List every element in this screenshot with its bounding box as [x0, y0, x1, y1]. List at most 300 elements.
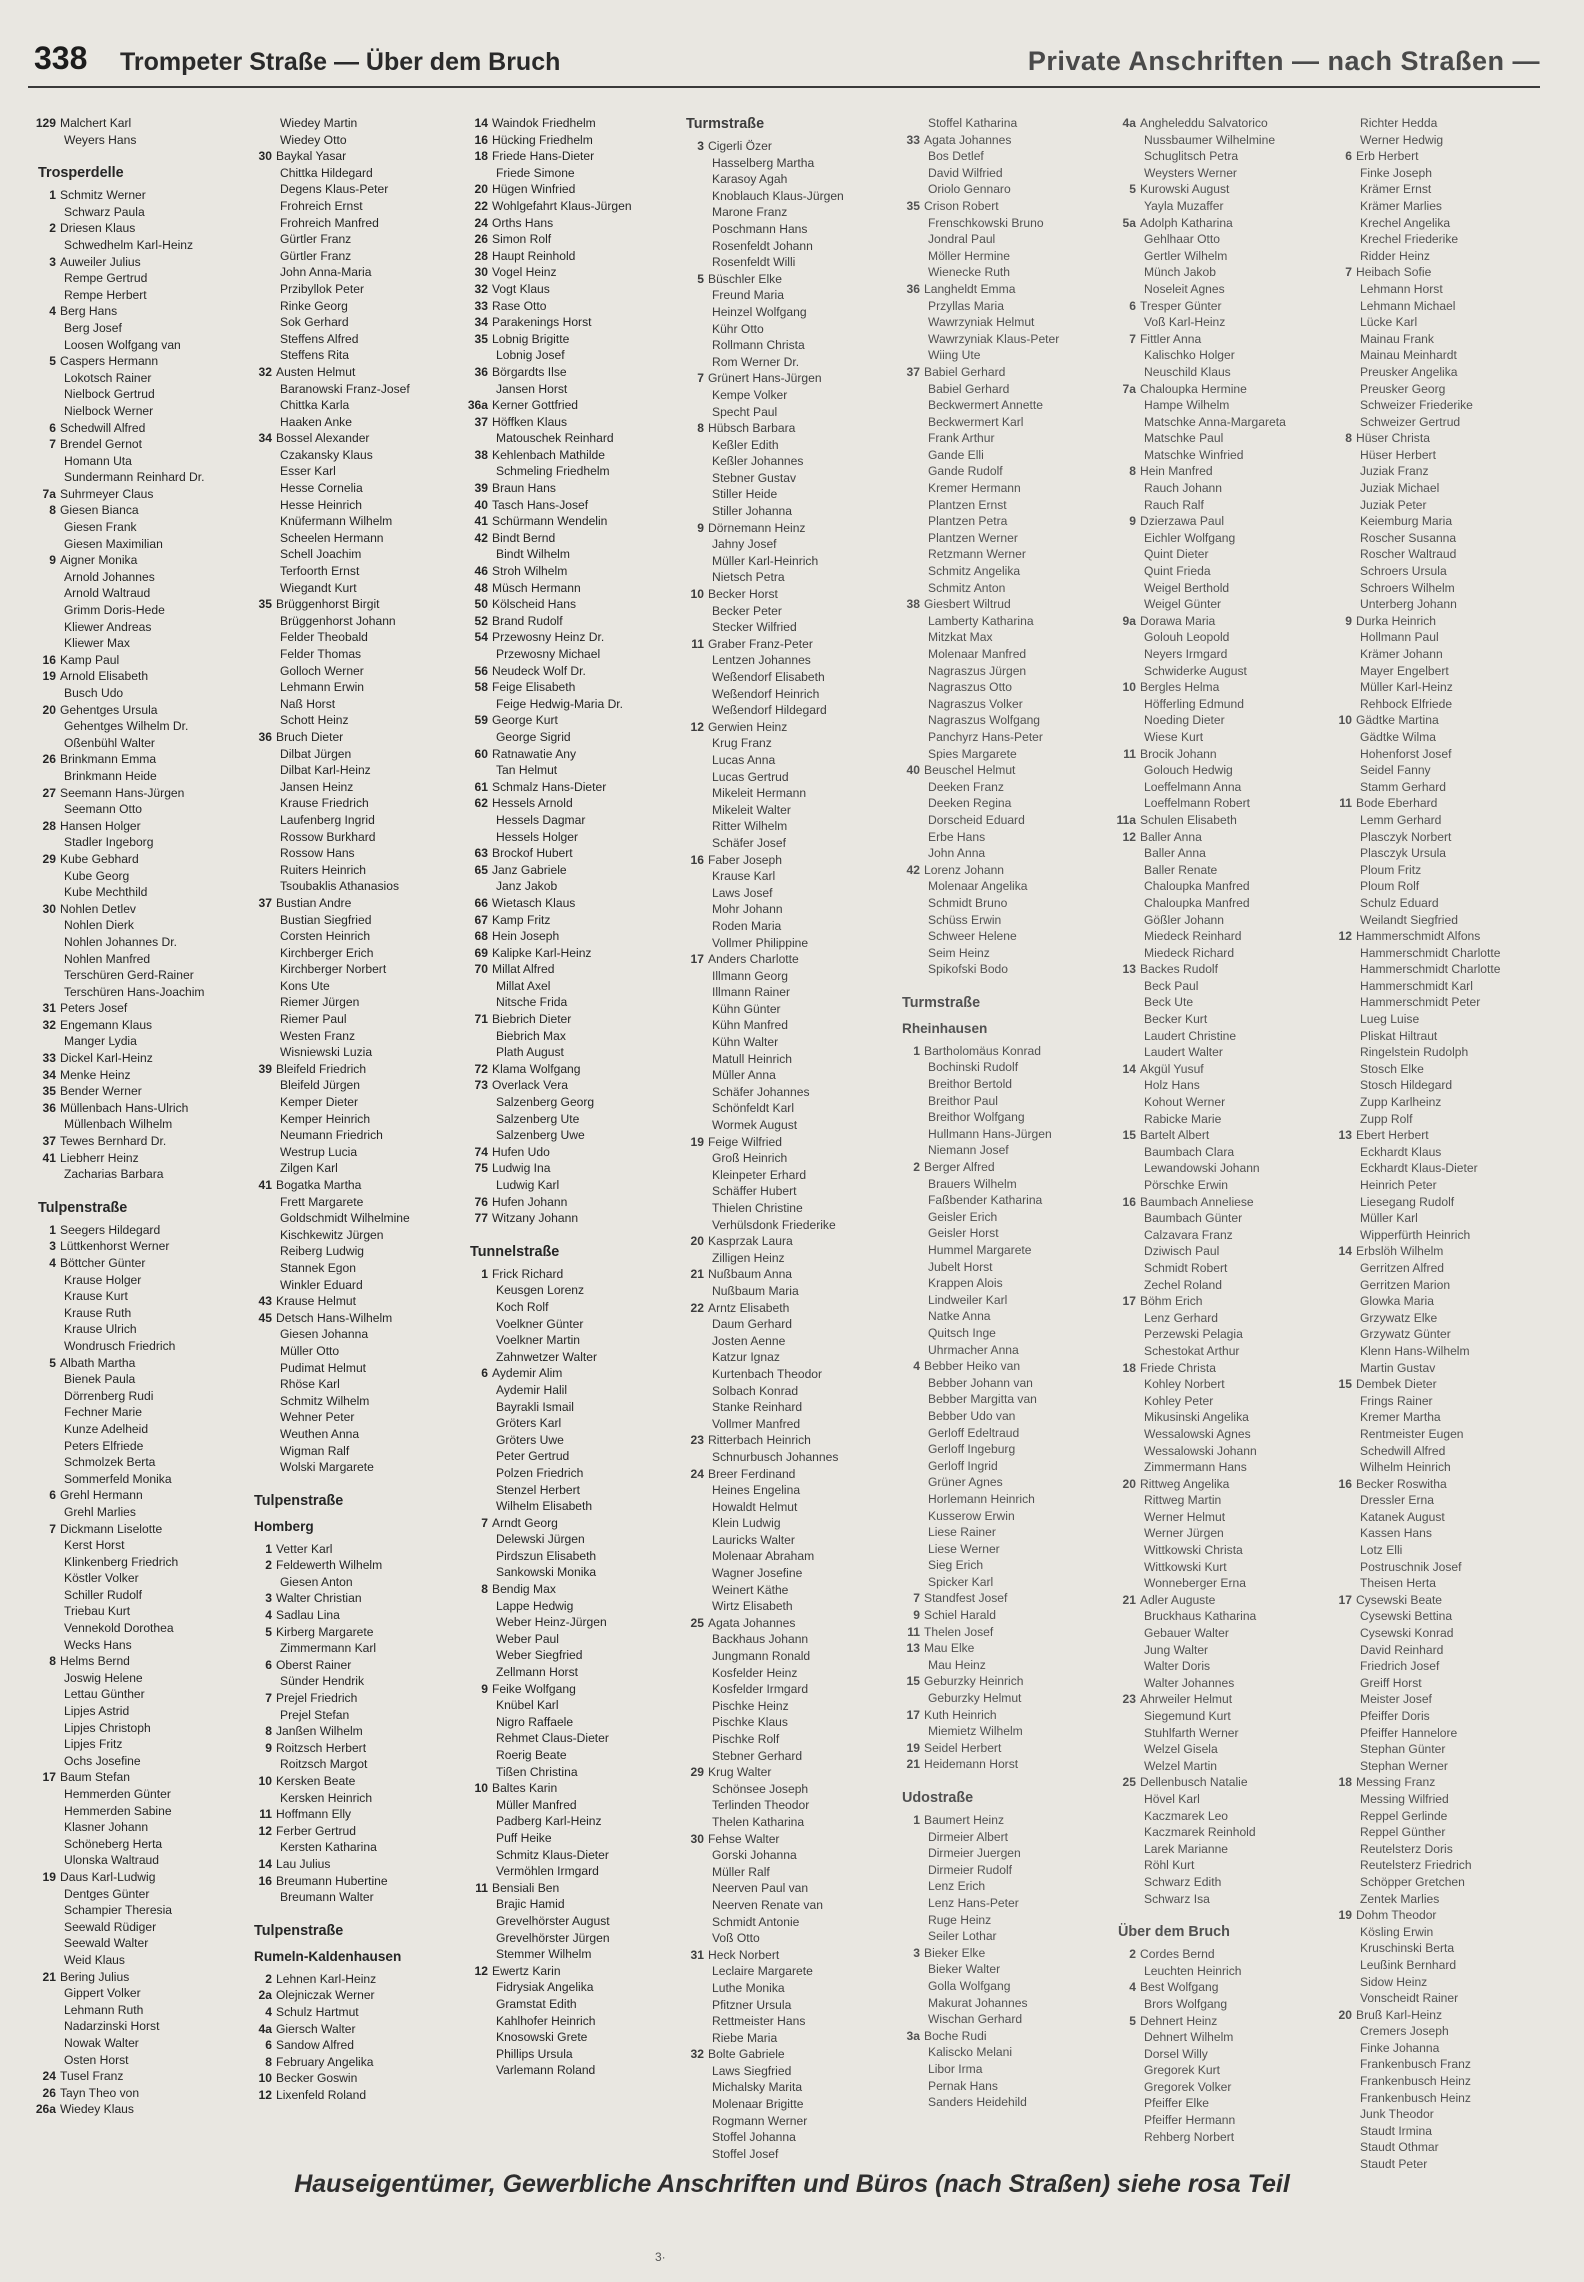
resident-name: Heibach Sofie	[1356, 265, 1432, 280]
house-number	[466, 978, 492, 995]
resident-entry	[250, 812, 466, 829]
resident-name: Schüss Erwin	[928, 912, 1002, 927]
house-number	[34, 1166, 60, 1183]
resident-name: Gerloff Ingrid	[928, 1458, 998, 1473]
resident-entry	[250, 1243, 466, 1260]
resident-name: Fidrysiak Angelika	[496, 1980, 594, 1995]
house-number	[1114, 1426, 1140, 1443]
resident-entry	[34, 685, 250, 702]
resident-entry	[682, 1449, 898, 1466]
resident-name: Kusserow Erwin	[928, 1508, 1015, 1523]
resident-entry	[898, 912, 1114, 929]
resident-entry	[34, 1033, 250, 1050]
house-number	[466, 1813, 492, 1830]
house-number: 71	[474, 1012, 488, 1027]
resident-name: Wessalowski Agnes	[1144, 1426, 1251, 1441]
resident-name: Millat Axel	[496, 978, 551, 993]
resident-entry	[1114, 181, 1330, 198]
house-number	[1330, 779, 1356, 796]
house-number	[1330, 1443, 1356, 1460]
resident-name: Lehnen Karl-Heinz	[276, 1971, 377, 1986]
resident-name: Zupp Karlheinz	[1360, 1095, 1442, 1110]
house-number	[682, 337, 708, 354]
resident-name: Molenaar Brigitte	[712, 2097, 804, 2112]
resident-entry	[682, 2096, 898, 2113]
house-number	[682, 2063, 708, 2080]
resident-entry	[466, 331, 682, 348]
resident-entry	[250, 596, 466, 613]
resident-entry	[34, 1321, 250, 1338]
resident-entry	[34, 187, 250, 204]
house-number: 16	[474, 132, 488, 147]
resident-name: Golloch Werner	[280, 663, 364, 678]
resident-name: Pischke Rolf	[712, 1732, 780, 1746]
resident-entry	[898, 248, 1114, 265]
resident-name: Wiedey Martin	[280, 116, 358, 130]
house-number: 52	[474, 613, 488, 628]
house-number	[250, 1277, 276, 1294]
resident-name: Stroh Wilhelm	[492, 564, 568, 579]
house-number	[34, 1033, 60, 1050]
resident-entry	[34, 1686, 250, 1703]
resident-name: Messing Wilfried	[1360, 1791, 1449, 1806]
house-number	[682, 1200, 708, 1217]
resident-entry	[682, 1117, 898, 1134]
resident-entry	[250, 613, 466, 630]
resident-name: Böhm Erich	[1140, 1294, 1203, 1309]
resident-name: Bartelt Albert	[1140, 1128, 1210, 1143]
resident-name: Ruge Heinz	[928, 1912, 992, 1927]
house-number	[34, 287, 60, 304]
house-number: 6	[49, 1488, 56, 1503]
resident-name: Kunze Adelheid	[64, 1421, 149, 1436]
resident-entry	[898, 281, 1114, 298]
resident-name: Mau Elke	[924, 1641, 975, 1656]
house-number: 12	[258, 2087, 272, 2102]
house-number	[898, 115, 924, 132]
resident-entry	[1330, 1758, 1546, 1775]
house-number	[1114, 1642, 1140, 1659]
resident-entry	[1330, 447, 1546, 464]
resident-entry	[1330, 1791, 1546, 1808]
resident-entry	[466, 1028, 682, 1045]
resident-entry	[1330, 1293, 1546, 1310]
house-number	[682, 1217, 708, 1234]
house-number: 34	[474, 315, 488, 330]
house-number	[34, 619, 60, 636]
house-number	[1114, 596, 1140, 613]
resident-entry	[682, 1880, 898, 1897]
resident-name: Matschke Paul	[1144, 431, 1224, 446]
house-number	[250, 862, 276, 879]
resident-entry	[898, 1358, 1114, 1375]
resident-name: Kirberg Margarete	[276, 1624, 374, 1639]
resident-name: Janßen Wilhelm	[276, 1724, 363, 1739]
resident-entry	[34, 486, 250, 503]
house-number	[34, 967, 60, 984]
resident-entry	[898, 1607, 1114, 1624]
resident-name: Weber Heinz-Jürgen	[496, 1615, 607, 1630]
resident-name: Grehl Hermann	[60, 1488, 143, 1503]
resident-entry	[34, 1050, 250, 1067]
resident-entry	[1330, 1940, 1546, 1957]
house-number	[682, 1316, 708, 1333]
house-number: 33	[906, 132, 920, 147]
resident-entry	[250, 1856, 466, 1873]
resident-entry	[1114, 2129, 1330, 2146]
house-number	[682, 918, 708, 935]
resident-entry	[466, 1913, 682, 1930]
page-mark: 3·	[655, 2250, 666, 2264]
resident-entry	[682, 918, 898, 935]
house-number	[1330, 1409, 1356, 1426]
house-number	[898, 613, 924, 630]
resident-name: Kuth Heinrich	[924, 1707, 997, 1722]
house-number	[682, 486, 708, 503]
resident-entry	[466, 580, 682, 597]
resident-entry	[250, 1690, 466, 1707]
house-number	[898, 928, 924, 945]
house-number	[1330, 530, 1356, 547]
resident-name: Kohout Werner	[1144, 1095, 1226, 1110]
house-number	[1114, 994, 1140, 1011]
resident-entry	[682, 2079, 898, 2096]
resident-name: Ludwig Karl	[496, 1178, 560, 1192]
resident-entry	[682, 885, 898, 902]
house-number	[466, 1747, 492, 1764]
resident-name: Gürtler Franz	[280, 248, 352, 263]
resident-name: Akgül Yusuf	[1140, 1061, 1204, 1076]
house-number: 6	[481, 1366, 488, 1381]
house-number	[34, 1272, 60, 1289]
house-number	[1114, 165, 1140, 182]
resident-entry	[466, 1432, 682, 1449]
resident-entry	[682, 769, 898, 786]
resident-entry	[1330, 1476, 1546, 1493]
resident-entry	[682, 271, 898, 288]
house-number	[1114, 1409, 1140, 1426]
house-number	[1330, 596, 1356, 613]
resident-name: Triebau Kurt	[64, 1604, 131, 1619]
resident-entry	[250, 497, 466, 514]
house-number: 9	[481, 1681, 488, 1696]
resident-name: Mainau Meinhardt	[1360, 348, 1457, 363]
resident-entry	[34, 718, 250, 735]
house-number: 29	[42, 851, 56, 866]
resident-entry	[898, 1756, 1114, 1773]
resident-entry	[250, 281, 466, 298]
house-number	[1114, 663, 1140, 680]
resident-name: Brand Rudolf	[492, 613, 563, 628]
resident-entry	[466, 414, 682, 431]
resident-name: Schroers Wilhelm	[1360, 580, 1455, 595]
house-number: 8	[49, 1654, 56, 1669]
resident-entry	[466, 1144, 682, 1161]
house-number: 41	[42, 1150, 56, 1165]
resident-name: Juziak Peter	[1360, 497, 1427, 512]
resident-name: Schöpper Gretchen	[1360, 1874, 1465, 1889]
house-number: 2a	[258, 1988, 272, 2003]
house-number	[250, 928, 276, 945]
house-number: 36	[258, 729, 272, 744]
house-number: 21	[42, 1969, 56, 1984]
resident-name: Gippert Volker	[64, 1986, 141, 2001]
resident-name: Tewes Bernhard Dr.	[60, 1134, 167, 1149]
house-number	[250, 1574, 276, 1591]
resident-entry	[682, 1067, 898, 1084]
house-number	[250, 663, 276, 680]
resident-name: Roscher Waltraud	[1360, 547, 1457, 562]
house-number	[1330, 1974, 1356, 1991]
resident-entry	[1330, 1028, 1546, 1045]
resident-name: Lipjes Astrid	[64, 1704, 130, 1719]
resident-entry	[1114, 912, 1330, 929]
house-number: 2	[1129, 1947, 1136, 1962]
resident-name: Neudeck Wolf Dr.	[492, 663, 586, 678]
resident-name: Brockof Hubert	[492, 846, 573, 861]
resident-name: Riemer Paul	[280, 1012, 347, 1027]
house-number	[898, 1391, 924, 1408]
resident-entry	[250, 845, 466, 862]
resident-entry	[1114, 1227, 1330, 1244]
resident-name: Backhaus Johann	[712, 1632, 809, 1647]
resident-entry	[34, 585, 250, 602]
resident-entry	[466, 795, 682, 812]
house-number: 30	[258, 149, 272, 164]
resident-name: Schell Joachim	[280, 547, 362, 562]
resident-entry	[250, 563, 466, 580]
resident-entry	[466, 1299, 682, 1316]
resident-name: Hessels Arnold	[492, 796, 573, 811]
resident-entry	[466, 298, 682, 315]
resident-entry	[34, 270, 250, 287]
resident-entry	[682, 569, 898, 586]
resident-name: Stephan Günter	[1360, 1742, 1446, 1757]
house-number	[682, 1167, 708, 1184]
house-number	[250, 181, 276, 198]
house-number	[898, 1375, 924, 1392]
resident-entry	[682, 835, 898, 852]
house-number	[1114, 712, 1140, 729]
house-number	[1330, 1360, 1356, 1377]
resident-name: Vetter Karl	[276, 1541, 333, 1556]
resident-name: Pörschke Erwin	[1144, 1178, 1229, 1192]
resident-entry	[250, 895, 466, 912]
resident-name: Rittweg Angelika	[1140, 1476, 1230, 1491]
resident-name: Zilligen Heinz	[712, 1250, 785, 1265]
resident-name: Reutelsterz Friedrich	[1360, 1858, 1472, 1873]
resident-entry	[34, 1769, 250, 1786]
house-number: 16	[258, 1873, 272, 1888]
house-number: 2	[913, 1160, 920, 1175]
resident-name: Terschüren Hans-Joachim	[64, 984, 205, 999]
house-number	[1330, 2090, 1356, 2107]
resident-name: Menke Heinz	[60, 1067, 131, 1082]
resident-entry	[898, 646, 1114, 663]
resident-name: Kersken Beate	[276, 1774, 356, 1788]
house-number	[34, 1587, 60, 1604]
house-number: 39	[474, 481, 488, 496]
resident-entry	[682, 503, 898, 520]
resident-entry	[34, 1786, 250, 1803]
resident-entry	[1114, 928, 1330, 945]
resident-name: Quint Dieter	[1144, 547, 1209, 562]
house-number	[682, 553, 708, 570]
resident-entry	[682, 1051, 898, 1068]
house-number	[1114, 1393, 1140, 1410]
resident-entry	[34, 751, 250, 768]
resident-name: Osten Horst	[64, 2052, 129, 2067]
house-number	[898, 1557, 924, 1574]
resident-entry	[682, 636, 898, 653]
house-number	[466, 1764, 492, 1781]
house-number	[1114, 1791, 1140, 1808]
house-number	[1114, 132, 1140, 149]
resident-entry	[898, 1308, 1114, 1325]
house-number	[1114, 281, 1140, 298]
resident-name: Gößler Johann	[1144, 912, 1224, 927]
house-number	[34, 1371, 60, 1388]
resident-entry	[250, 862, 466, 879]
resident-name: Becker Goswin	[276, 2071, 358, 2086]
house-number	[898, 712, 924, 729]
resident-name: Laws Siegfried	[712, 2063, 792, 2078]
house-number: 63	[474, 846, 488, 861]
resident-name: Solbach Konrad	[712, 1383, 799, 1398]
resident-name: Wietasch Klaus	[492, 895, 576, 910]
resident-entry	[466, 1332, 682, 1349]
house-number	[466, 1044, 492, 1061]
resident-entry	[34, 420, 250, 437]
resident-name: Zilgen Karl	[280, 1161, 338, 1176]
house-number	[1114, 1841, 1140, 1858]
resident-entry	[466, 994, 682, 1011]
resident-entry	[1330, 580, 1546, 597]
resident-entry	[682, 1532, 898, 1549]
resident-name: Salzenberg Georg	[496, 1095, 595, 1110]
resident-entry	[1330, 2073, 1546, 2090]
house-number	[1114, 2129, 1140, 2146]
resident-entry	[466, 1365, 682, 1382]
house-number	[1114, 1310, 1140, 1327]
resident-entry	[466, 1847, 682, 1864]
resident-entry	[34, 1238, 250, 1255]
resident-entry	[250, 165, 466, 182]
house-number	[898, 1723, 924, 1740]
resident-name: Roitzsch Herbert	[276, 1740, 367, 1755]
resident-name: Grimm Doris-Hede	[64, 603, 165, 618]
house-number	[1114, 1874, 1140, 1891]
house-number	[1330, 1990, 1356, 2007]
resident-entry	[898, 795, 1114, 812]
house-number	[682, 1598, 708, 1615]
resident-entry	[34, 1587, 250, 1604]
house-number: 36	[474, 364, 488, 379]
resident-entry	[1114, 331, 1330, 348]
resident-name: Austen Helmut	[276, 364, 356, 379]
resident-name: Köstler Volker	[64, 1571, 139, 1586]
house-number	[1330, 1260, 1356, 1277]
house-number: 11	[1339, 796, 1352, 811]
house-number	[1114, 1725, 1140, 1742]
resident-name: Anders Charlotte	[708, 952, 799, 967]
resident-name: Baller Anna	[1144, 846, 1206, 861]
house-number	[1114, 2095, 1140, 2112]
resident-entry	[1330, 1841, 1546, 1858]
house-number: 26a	[35, 2102, 56, 2117]
house-number: 2	[49, 221, 56, 236]
house-number	[682, 686, 708, 703]
resident-entry	[34, 303, 250, 320]
resident-entry	[682, 1217, 898, 1234]
house-number	[1330, 1924, 1356, 1941]
resident-name: Deeken Regina	[928, 796, 1012, 811]
resident-name: Wondrusch Friedrich	[64, 1338, 176, 1353]
resident-entry	[682, 868, 898, 885]
house-number	[682, 1548, 708, 1565]
house-number	[898, 1829, 924, 1846]
resident-name: Dickel Karl-Heinz	[60, 1051, 153, 1066]
resident-name: Nitsche Frida	[496, 995, 568, 1010]
resident-entry	[898, 1275, 1114, 1292]
resident-name: Vennekold Dorothea	[64, 1621, 174, 1636]
resident-name: Plasczyk Norbert	[1360, 829, 1452, 844]
resident-name: Schiel Harald	[924, 1608, 996, 1623]
resident-name: Hansen Holger	[60, 818, 141, 833]
resident-entry	[34, 1935, 250, 1952]
house-number: 37	[258, 895, 272, 910]
resident-name: Matschke Winfried	[1144, 447, 1244, 462]
house-number	[682, 785, 708, 802]
resident-entry	[1114, 1111, 1330, 1128]
house-number	[682, 1150, 708, 1167]
directory-column	[682, 115, 898, 2161]
resident-name: Breumann Hubertine	[276, 1873, 388, 1888]
house-number	[1330, 1625, 1356, 1642]
house-number	[34, 951, 60, 968]
resident-name: Vollmer Philippine	[712, 935, 809, 950]
resident-name: Kersten Katharina	[280, 1840, 377, 1855]
house-number	[1330, 1177, 1356, 1194]
resident-entry	[466, 1747, 682, 1764]
house-number	[682, 1748, 708, 1765]
house-number	[1330, 812, 1356, 829]
house-number	[466, 1382, 492, 1399]
house-number	[1330, 1210, 1356, 1227]
resident-entry	[250, 679, 466, 696]
resident-entry	[1330, 513, 1546, 530]
resident-entry	[682, 1731, 898, 1748]
house-number	[250, 1227, 276, 1244]
house-number	[898, 1524, 924, 1541]
resident-name: Bendig Max	[492, 1582, 556, 1597]
house-number: 9	[1129, 514, 1136, 529]
resident-entry	[34, 453, 250, 470]
house-number	[898, 1076, 924, 1093]
house-number: 3	[697, 139, 704, 153]
resident-name: Vollmer Manfred	[712, 1416, 801, 1431]
resident-name: Becker Kurt	[1144, 1012, 1208, 1027]
resident-entry	[250, 1310, 466, 1327]
house-number	[34, 1603, 60, 1620]
resident-name: Lorenz Johann	[924, 862, 1005, 877]
resident-name: Retzmann Werner	[928, 547, 1026, 562]
resident-entry	[1330, 497, 1546, 514]
resident-entry	[466, 1830, 682, 1847]
house-number: 34	[258, 431, 272, 446]
resident-name: Arndt Georg	[492, 1515, 558, 1530]
house-number	[1330, 580, 1356, 597]
